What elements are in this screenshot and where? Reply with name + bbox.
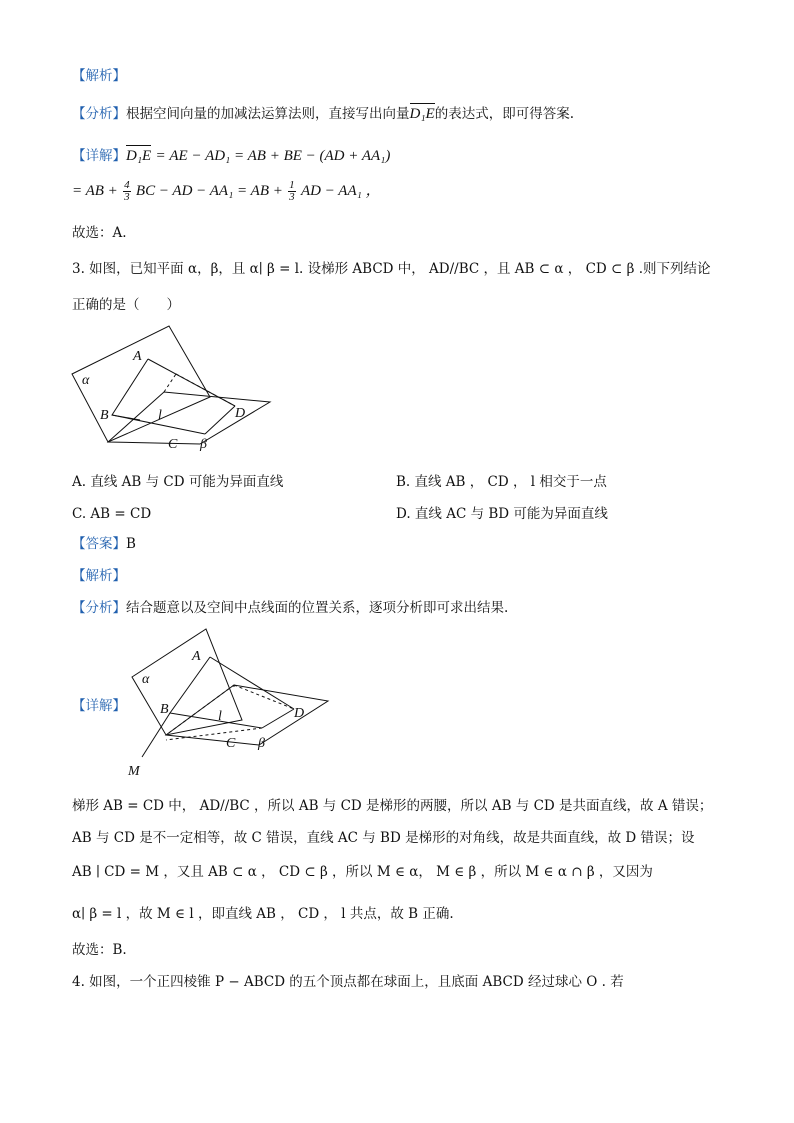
q4-stem-line1: 4. 如图，一个正四棱锥 P − ABCD 的五个顶点都在球面上，且底面 ABCD 经过球心 O . 若 — [72, 974, 624, 990]
q3-figure-2 — [122, 625, 334, 780]
q3-detail-line4: α∣ β = l ，故 M ∈ l ，即直线 AB ， CD ， l 共点，故 B 正确. — [72, 906, 454, 922]
q3-fenxi-line — [72, 598, 508, 618]
fenxi-tag: 【分析】 — [72, 106, 126, 122]
line-cm-hidden — [166, 728, 262, 740]
daan-value: B — [126, 536, 136, 552]
q3-detail-line1: 梯形 AB = CD 中， AD//BC ，所以 AB 与 CD 是梯形的两腰，所以 AB 与 CD 是共面直线，故 A 错误； — [72, 798, 713, 814]
label-alpha: α — [82, 373, 90, 388]
xiangjie-tag: 【详解】 — [72, 148, 126, 164]
jiexi-tag: 【解析】 — [72, 68, 126, 84]
q3-detail-line2: AB 与 CD 是不一定相等，故 C 错误，直线 AC 与 BD 是梯形的对角线，故是共面直线，故 D 错误；设 — [72, 830, 695, 846]
q3-jiexi-heading — [72, 566, 126, 586]
q2-detail-eq2 — [72, 180, 381, 203]
label-beta: β — [200, 437, 207, 452]
frac-num: 1 — [289, 179, 295, 191]
label-m: M — [128, 764, 140, 779]
option-d: D. 直线 AC 与 BD 可能为异面直线 — [396, 506, 608, 522]
eq1-lhs: D₁E — [126, 148, 152, 164]
eq2-mid: BC − AD − AA₁ = AB + — [135, 183, 283, 199]
q3-stem-line1: 3. 如图，已知平面 α，β，且 α∣ β = l. 设梯形 ABCD 中， AD//BC ，且 AB ⊂ α ， CD ⊂ β .则下列结论 — [72, 261, 711, 277]
fraction-4-3 — [123, 180, 131, 203]
fenxi-tail: 的表达式，即可得答案. — [434, 106, 575, 122]
label-beta: β — [258, 736, 265, 751]
jiexi-tag: 【解析】 — [72, 568, 126, 584]
q2-jiexi-heading — [72, 66, 126, 86]
frac-den: 3 — [124, 191, 130, 203]
fraction-1-3 — [288, 180, 296, 203]
line-l-dashed — [164, 374, 176, 392]
vector-d1e: D₁E — [409, 106, 435, 122]
eq1-rhs: = AE − AD₁ = AB + BE − (AD + AA₁) — [155, 148, 391, 164]
label-a: A — [192, 649, 201, 664]
frac-num: 4 — [124, 179, 130, 191]
q3-stem-line2: 正确的是（ ） — [72, 297, 180, 313]
frac-den: 3 — [289, 191, 295, 203]
fenxi-tag: 【分析】 — [72, 600, 126, 616]
fenxi-text: 结合题意以及空间中点线面的位置关系，逐项分析即可求出结果. — [126, 600, 509, 616]
q3-detail-line3: AB ∣ CD = M ，又且 AB ⊂ α ， CD ⊂ β ，所以 M ∈ α， M ∈ β ，所以 M ∈ α ∩ β ，又因为 — [72, 864, 653, 880]
daan-tag: 【答案】 — [72, 536, 126, 552]
label-l: l — [218, 709, 222, 724]
label-l: l — [158, 408, 162, 423]
q3-figure-1 — [60, 322, 290, 457]
fenxi-text: 根据空间向量的加减法运算法则，直接写出向量 — [126, 106, 410, 122]
label-c: C — [168, 437, 178, 452]
plane-beta — [108, 392, 270, 444]
q2-detail-eq1 — [72, 146, 390, 166]
q2-answer: 故选：A. — [72, 225, 127, 241]
trapezoid-edge-ad — [210, 657, 294, 709]
option-b: B. 直线 AB ， CD ， l 相交于一点 — [396, 474, 607, 490]
xiangjie-tag: 【详解】 — [72, 698, 126, 714]
label-a: A — [133, 349, 142, 364]
label-d: D — [235, 406, 246, 421]
hidden-edge — [234, 685, 294, 709]
eq2-pre: = AB + — [72, 183, 118, 199]
label-c: C — [226, 736, 236, 751]
label-b: B — [100, 408, 109, 423]
option-c: C. AB = CD — [72, 506, 152, 522]
edge-cd — [205, 406, 235, 434]
eq2-end: AD − AA₁ ， — [300, 183, 381, 199]
q3-answer: 故选：B. — [72, 942, 127, 958]
trapezoid-edge-ad — [148, 359, 235, 406]
option-a: A. 直线 AB 与 CD 可能为异面直线 — [72, 474, 284, 490]
plane-alpha — [72, 326, 210, 442]
q2-fenxi-line — [72, 104, 574, 124]
label-d: D — [294, 706, 305, 721]
trapezoid-visible — [170, 657, 262, 728]
q3-xiangjie-heading — [72, 696, 126, 716]
label-b: B — [160, 702, 169, 717]
q3-answer-line — [72, 534, 136, 554]
label-alpha: α — [142, 672, 150, 687]
